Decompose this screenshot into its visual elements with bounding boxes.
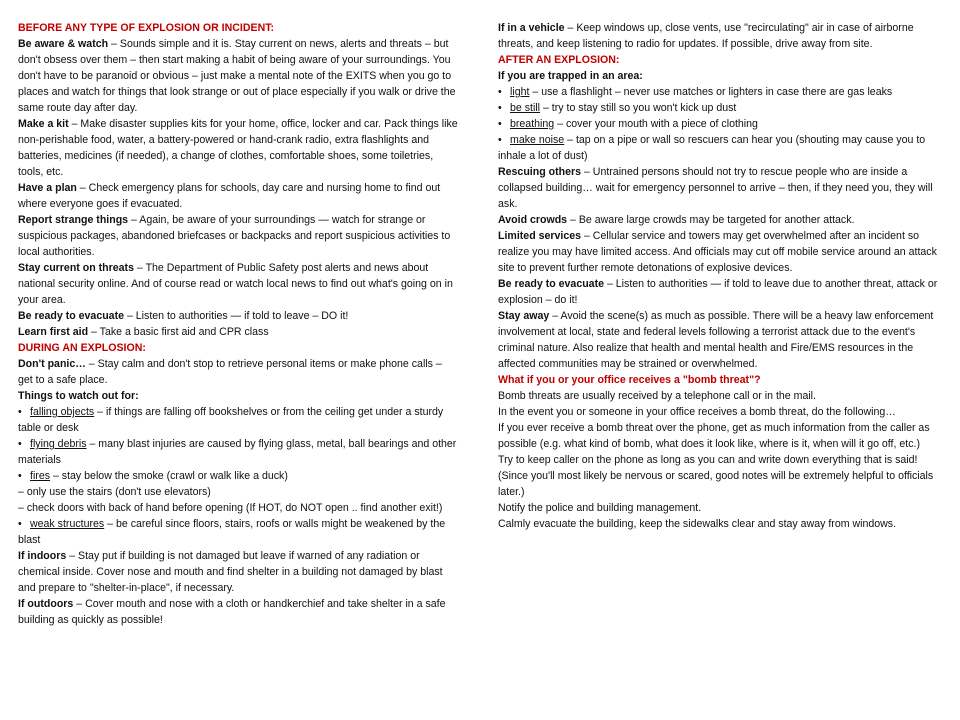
term-light: light bbox=[510, 86, 530, 98]
term-make-kit: Make a kit bbox=[18, 118, 69, 130]
term-dont-panic: Don't panic… bbox=[18, 358, 86, 370]
term-rescuing: Rescuing others bbox=[498, 166, 582, 178]
left-column bbox=[18, 20, 458, 628]
fires-sub-doors: – check doors with back of hand before opening (If HOT, do NOT open .. find another exit!) bbox=[18, 502, 443, 514]
term-weak-structures: weak structures bbox=[30, 518, 105, 530]
term-falling-objects: falling objects bbox=[30, 406, 95, 418]
term-limited-services: Limited services bbox=[498, 230, 582, 242]
paragraph-stay-away bbox=[498, 308, 938, 372]
term-evacuate: Be ready to evacuate bbox=[18, 310, 124, 322]
text-limited-services: – Cellular service and towers may get overwhelmed after an incident so realize you may have limited access. And officials may cut off mobile service around an attack site to prevent further remote detonations of explosive devices. bbox=[498, 230, 937, 274]
paragraph-evacuate bbox=[18, 308, 458, 324]
term-first-aid: Learn first aid bbox=[18, 326, 89, 338]
paragraph-have-plan bbox=[18, 180, 458, 212]
text-report: – Again, be aware of your surroundings — watch for strange or suspicious packages, abandoned briefcases or backpacks and report suspicious activities to local authorities. bbox=[18, 214, 451, 258]
bullet-falling-objects bbox=[18, 404, 458, 436]
paragraph-be-aware bbox=[18, 36, 458, 116]
text-vehicle: – Keep windows up, close vents, use "recirculating" air in case of airborne threats, and keep listening to radio for updates. If possible, drive away from site. bbox=[498, 22, 914, 50]
term-stay-current: Stay current on threats bbox=[18, 262, 134, 274]
text-falling-objects: – if things are falling off bookshelves or from the ceiling get under a sturdy table or desk bbox=[18, 406, 444, 434]
heading-bomb-threat: What if you or your office receives a "bomb threat"? bbox=[498, 374, 761, 386]
bullet-light bbox=[498, 84, 938, 100]
fires-sub-stairs: – only use the stairs (don't use elevators) bbox=[18, 486, 211, 498]
text-fires: – stay below the smoke (crawl or walk like a duck) bbox=[50, 470, 288, 482]
term-have-plan: Have a plan bbox=[18, 182, 77, 194]
term-make-noise: make noise bbox=[510, 134, 565, 146]
term-ready-evacuate: Be ready to evacuate bbox=[498, 278, 604, 290]
bullet-icon: • bbox=[498, 134, 502, 146]
paragraph-bomb-4: Try to keep caller on the phone as long as you can and write down everything that is said! (Since you'll most likely be nervous or scared, good notes will be extremely helpful to officials later.) bbox=[498, 454, 934, 498]
text-have-plan: – Check emergency plans for schools, day care and nursing home to find out where everyone goes if evacuated. bbox=[18, 182, 441, 210]
bullet-weak-structures bbox=[18, 516, 458, 548]
term-avoid-crowds: Avoid crowds bbox=[498, 214, 568, 226]
term-breathing: breathing bbox=[510, 118, 555, 130]
bullet-breathing bbox=[498, 116, 938, 132]
term-report: Report strange things bbox=[18, 214, 129, 226]
paragraph-vehicle bbox=[498, 20, 938, 52]
paragraph-bomb-6: Calmly evacuate the building, keep the sidewalks clear and stay away from windows. bbox=[498, 518, 897, 530]
text-outdoors: – Cover mouth and nose with a cloth or handkerchief and take shelter in a safe building as quickly as possible! bbox=[18, 598, 446, 626]
paragraph-avoid-crowds bbox=[498, 212, 938, 228]
text-first-aid: – Take a basic first aid and CPR class bbox=[88, 326, 269, 338]
text-weak-structures: – be careful since floors, stairs, roofs or walls might be weakened by the blast bbox=[18, 518, 446, 546]
text-evacuate: – Listen to authorities — if told to leave – DO it! bbox=[124, 310, 349, 322]
text-stay-current: – The Department of Public Safety post alerts and news about national security online. And of course read or watch local news to find out what's going on in your area. bbox=[18, 262, 453, 306]
paragraph-stay-current bbox=[18, 260, 458, 308]
subheading-trapped: If you are trapped in an area: bbox=[498, 70, 643, 82]
paragraph-indoors bbox=[18, 548, 458, 596]
text-make-noise: – tap on a pipe or wall so rescuers can hear you (shouting may cause you to inhale a lot of dust) bbox=[498, 134, 926, 162]
paragraph-rescuing bbox=[498, 164, 938, 212]
right-column bbox=[498, 20, 938, 532]
paragraph-bomb-1: Bomb threats are usually received by a telephone call or in the mail. bbox=[498, 390, 816, 402]
heading-after: AFTER AN EXPLOSION: bbox=[498, 54, 620, 66]
bullet-icon: • bbox=[18, 406, 22, 418]
paragraph-bomb-3: If you ever receive a bomb threat over the phone, get as much information from the caller as possible (e.g. what kind of bomb, what does it look like, where is it, when will it go off, etc.) bbox=[498, 422, 930, 450]
text-make-kit: – Make disaster supplies kits for your home, office, locker and car. Pack things like non-perishable food, water, a battery-powered or hand-crank radio, extra flashlights and batteries, medicines (if needed), a change of clothes, comfortable shoes, some toiletries, tools, etc. bbox=[18, 118, 458, 178]
bullet-flying-debris bbox=[18, 436, 458, 468]
term-be-aware: Be aware & watch bbox=[18, 38, 109, 50]
paragraph-outdoors bbox=[18, 596, 458, 628]
term-stay-away: Stay away bbox=[498, 310, 550, 322]
paragraph-bomb-2: In the event you or someone in your office receives a bomb threat, do the following… bbox=[498, 406, 896, 418]
paragraph-ready-evacuate bbox=[498, 276, 938, 308]
text-be-aware: – Sounds simple and it is. Stay current on news, alerts and threats – but don't obsess over them – then start making a habit of being aware of your surroundings. You don't have to be paranoid or obvious – just make a mental note of the EXITS when you go to places and watch for things that look strange or out of place especially if you walk or drive the same route day after day. bbox=[18, 38, 456, 114]
paragraph-dont-panic bbox=[18, 356, 458, 388]
bullet-icon: • bbox=[498, 102, 502, 114]
paragraph-bomb-5: Notify the police and building management. bbox=[498, 502, 702, 514]
subheading-watch-out: Things to watch out for: bbox=[18, 390, 139, 402]
text-dont-panic: – Stay calm and don't stop to retrieve personal items or make phone calls – get to a safe place. bbox=[18, 358, 442, 386]
text-breathing: – cover your mouth with a piece of clothing bbox=[554, 118, 758, 130]
bullet-be-still bbox=[498, 100, 938, 116]
text-be-still: – try to stay still so you won't kick up dust bbox=[540, 102, 737, 114]
text-avoid-crowds: – Be aware large crowds may be targeted for another attack. bbox=[567, 214, 855, 226]
bullet-icon: • bbox=[18, 438, 22, 450]
term-outdoors: If outdoors bbox=[18, 598, 74, 610]
bullet-fires bbox=[18, 468, 458, 484]
term-indoors: If indoors bbox=[18, 550, 67, 562]
paragraph-limited-services bbox=[498, 228, 938, 276]
bullet-make-noise bbox=[498, 132, 938, 164]
heading-during: DURING AN EXPLOSION: bbox=[18, 342, 146, 354]
paragraph-first-aid bbox=[18, 324, 458, 340]
term-vehicle: If in a vehicle bbox=[498, 22, 565, 34]
bullet-icon: • bbox=[18, 470, 22, 482]
heading-before: BEFORE ANY TYPE OF EXPLOSION OR INCIDENT: bbox=[18, 22, 275, 34]
bullet-icon: • bbox=[18, 518, 22, 530]
text-ready-evacuate: – Listen to authorities — if told to leave due to another threat, attack or explosion – do it! bbox=[498, 278, 938, 306]
paragraph-make-kit bbox=[18, 116, 458, 180]
text-light: – use a flashlight – never use matches or lighters in case there are gas leaks bbox=[529, 86, 893, 98]
text-rescuing: – Untrained persons should not try to rescue people who are inside a collapsed building… wait for emergency personnel to arrive – then, if they need you, they will ask. bbox=[498, 166, 933, 210]
text-indoors: – Stay put if building is not damaged but leave if warned of any radiation or chemical inside. Cover nose and mouth and find shelter in a building not damaged by blast and prepare to "shelter-in-place", if necessary. bbox=[18, 550, 443, 594]
term-fires: fires bbox=[30, 470, 51, 482]
text-stay-away: – Avoid the scene(s) as much as possible. There will be a heavy law enforcement involvement at local, state and federal levels following a terrorist attack due to the event's criminal nature. Also realize that health and mental health and Fire/EMS resources in the affected communities may be strained or overwhelmed. bbox=[498, 310, 934, 370]
text-flying-debris: – many blast injuries are caused by flying glass, metal, ball bearings and other materials bbox=[18, 438, 457, 466]
term-be-still: be still bbox=[510, 102, 541, 114]
paragraph-report bbox=[18, 212, 458, 260]
bullet-icon: • bbox=[498, 86, 502, 98]
bullet-icon: • bbox=[498, 118, 502, 130]
term-flying-debris: flying debris bbox=[30, 438, 87, 450]
